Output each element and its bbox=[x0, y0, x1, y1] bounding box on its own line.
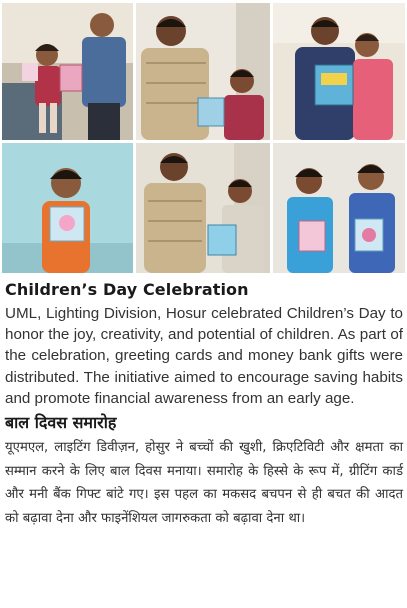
photo-grid bbox=[2, 3, 405, 276]
article-title-english: Children’s Day Celebration bbox=[5, 280, 249, 299]
photo-man-with-boy bbox=[136, 3, 270, 140]
photo-girl-with-man-image bbox=[2, 3, 133, 140]
article-body-hindi: यूएमएल, लाइटिंग डिवीज़न, होसुर ने बच्चों की खुशी, क्रिएटिविटी और क्षमता का सम्मान करने के लिए बाल दिवस मनाया। समारोह के हिस्से के रूप में, ग्रीटिंग कार्ड और मनी बैंक गिफ्ट बांटे गए। इस पहल का मकसद बचपन से ही बचत की आदत को बढ़ावा देना और फाइनेंशियल जागरुकता को बढ़ावा देना था। bbox=[5, 440, 403, 526]
photo-man-with-boy-image bbox=[136, 3, 270, 140]
article bbox=[5, 279, 403, 530]
photo-girl-with-bank-image bbox=[2, 143, 133, 273]
photo-man-with-girl-card bbox=[273, 3, 405, 140]
photo-girl-with-bank bbox=[2, 143, 133, 273]
photo-two-girls-gifts-image bbox=[273, 143, 405, 273]
photo-man-with-girl-card-image bbox=[273, 3, 405, 140]
photo-two-girls-gifts bbox=[273, 143, 405, 273]
photo-girl-with-man bbox=[2, 3, 133, 140]
photo-man-boy-gift-image bbox=[136, 143, 270, 273]
article-body-english: UML, Lighting Division, Hosur celebrated Children’s Day to honor the joy, creativity, and potential of children. As part of the celebration, greeting cards and money bank gifts were distributed. The initiative aimed to encourage saving habits and promote financial awareness from an early age. bbox=[5, 305, 403, 407]
article-title-hindi: बाल दिवस समारोह bbox=[5, 413, 117, 433]
photo-man-boy-gift bbox=[136, 143, 270, 273]
